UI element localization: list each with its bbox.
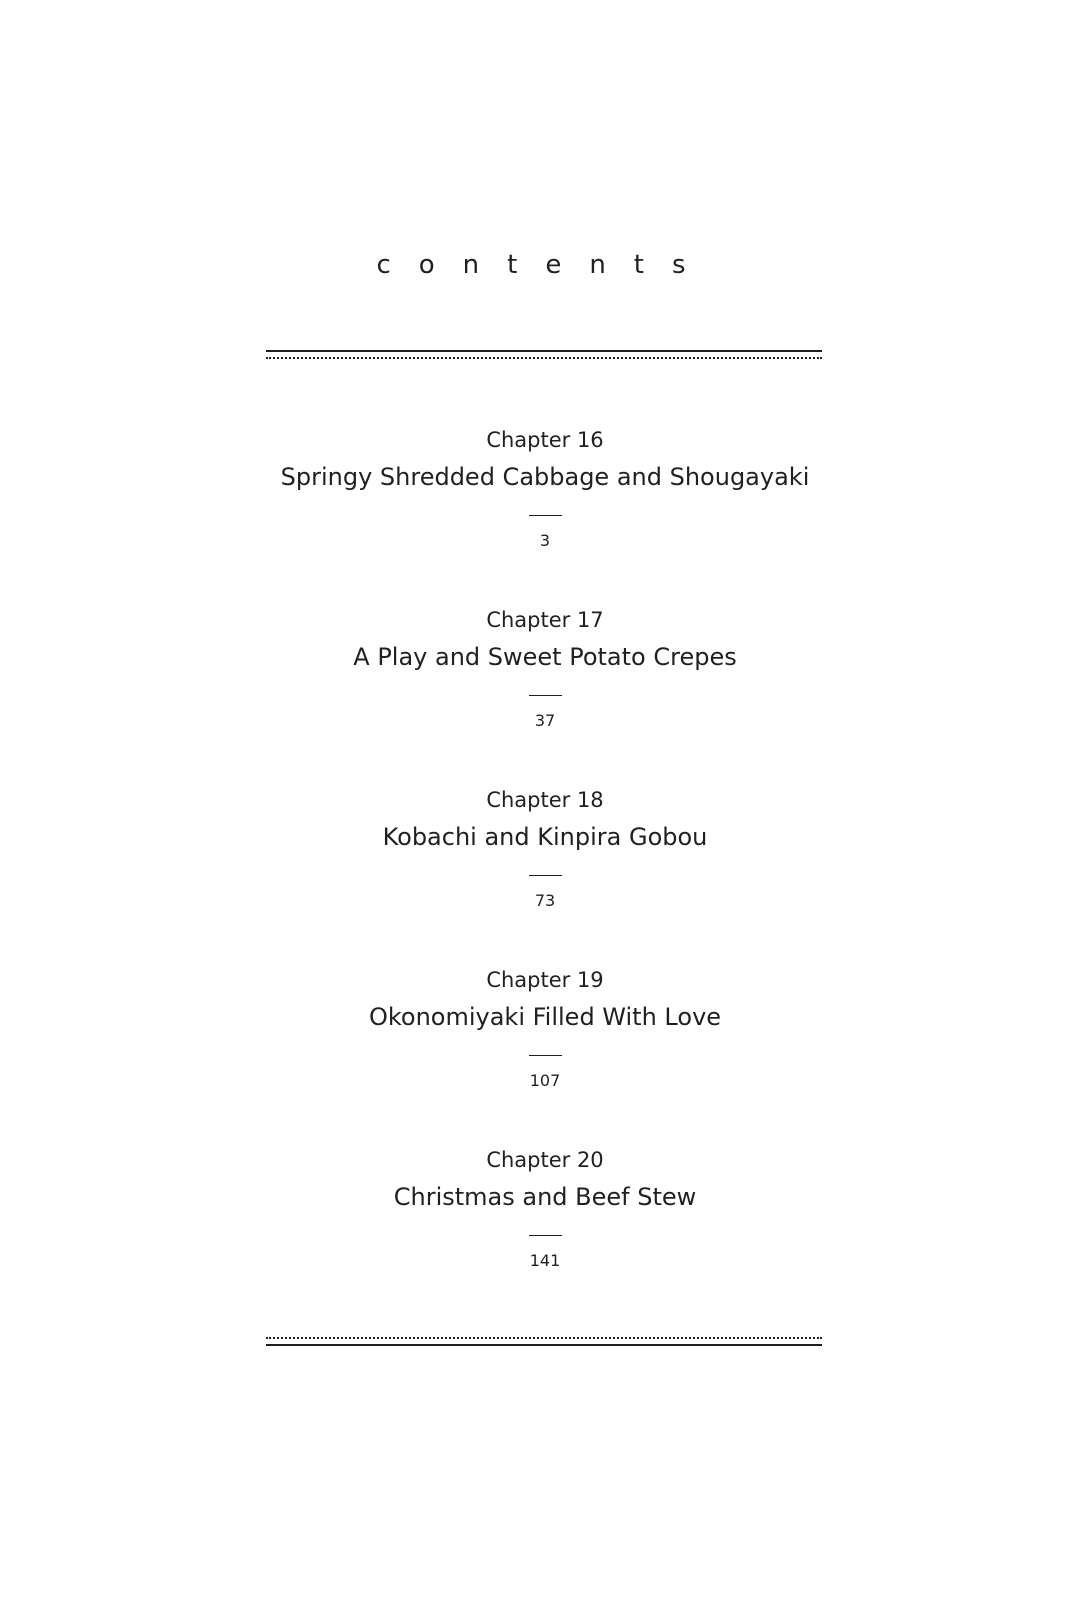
chapter-title: Okonomiyaki Filled With Love <box>368 1003 722 1031</box>
toc-entry-chapter-20[interactable] <box>0 1144 1066 1324</box>
separator-dash <box>529 515 562 516</box>
page-number: 37 <box>534 711 556 730</box>
table-of-contents <box>0 424 1066 1324</box>
separator-dash <box>529 875 562 876</box>
chapter-title: Springy Shredded Cabbage and Shougayaki <box>280 463 810 491</box>
page-number: 107 <box>529 1071 561 1090</box>
chapter-number: Chapter 16 <box>486 428 604 452</box>
page-number: 73 <box>534 891 556 910</box>
toc-entry-chapter-16[interactable] <box>0 424 1066 604</box>
chapter-number: Chapter 17 <box>486 608 604 632</box>
top-divider <box>266 350 822 359</box>
chapter-number: Chapter 19 <box>486 968 604 992</box>
page-number: 141 <box>529 1251 561 1270</box>
bottom-divider-solid-line <box>266 1344 822 1346</box>
chapter-title: Christmas and Beef Stew <box>393 1183 697 1211</box>
separator-dash <box>529 1055 562 1056</box>
toc-entry-chapter-19[interactable] <box>0 964 1066 1144</box>
contents-heading: contents <box>376 250 714 280</box>
top-divider-solid-line <box>266 350 822 352</box>
top-divider-dotted-line <box>266 357 822 359</box>
chapter-title: A Play and Sweet Potato Crepes <box>353 643 737 671</box>
chapter-title: Kobachi and Kinpira Gobou <box>382 823 708 851</box>
toc-entry-chapter-18[interactable] <box>0 784 1066 964</box>
separator-dash <box>529 1235 562 1236</box>
bottom-divider <box>266 1337 822 1346</box>
bottom-divider-dotted-line <box>266 1337 822 1339</box>
page-number: 3 <box>539 531 551 550</box>
toc-entry-chapter-17[interactable] <box>0 604 1066 784</box>
chapter-number: Chapter 20 <box>486 1148 604 1172</box>
chapter-number: Chapter 18 <box>486 788 604 812</box>
separator-dash <box>529 695 562 696</box>
